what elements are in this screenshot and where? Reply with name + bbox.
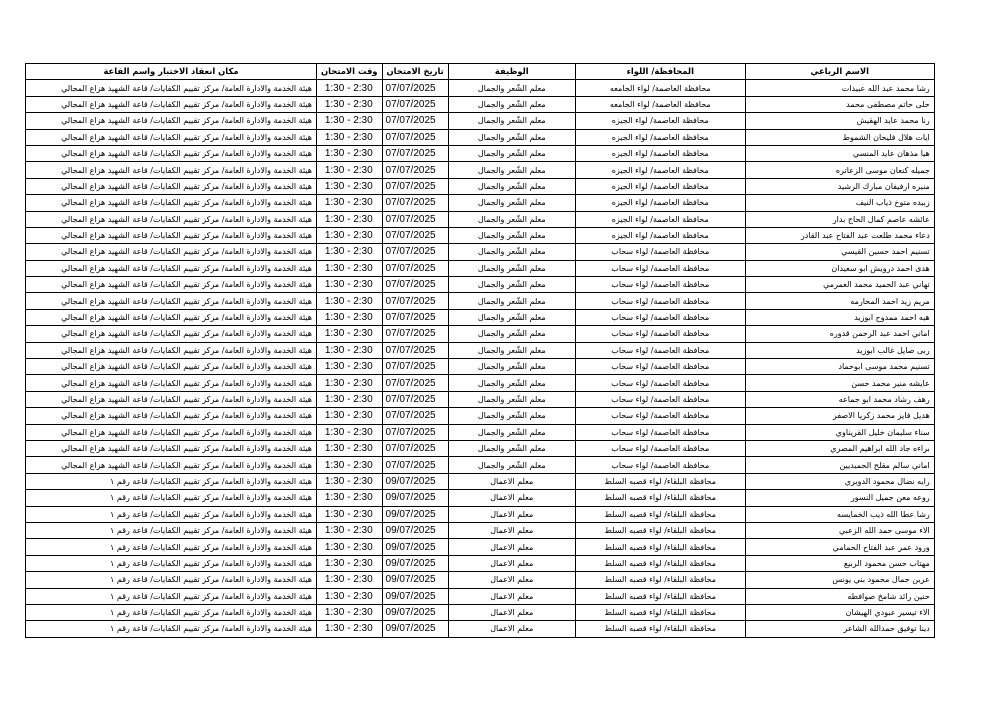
cell-date: 07/07/2025 [382, 359, 448, 375]
table-row [26, 342, 935, 358]
cell-job: معلم الشّعر والجمال [448, 244, 575, 260]
table-header-row [26, 64, 935, 80]
table-row [26, 604, 935, 620]
cell-job: معلم الشّعر والجمال [448, 309, 575, 325]
cell-gov: محافظة البلقاء/ لواء قصبه السلط [575, 588, 745, 604]
cell-gov: محافظة العاصمة/ لواء الجيزه [575, 227, 745, 243]
cell-place: هيئة الخدمة والادارة العامة/ مركز تقييم الكفايات/ قاعة الشهيد هزاع المجالي [26, 96, 317, 112]
cell-place: هيئة الخدمة والادارة العامة/ مركز تقييم الكفايات/ قاعة الشهيد هزاع المجالي [26, 113, 317, 129]
cell-name: اماني احمد عبد الرحمن قدوره [745, 326, 934, 342]
cell-place: هيئة الخدمة والادارة العامة/ مركز تقييم الكفايات/ قاعة الشهيد هزاع المجالي [26, 293, 317, 309]
table-row [26, 244, 935, 260]
table-row [26, 96, 935, 112]
cell-date: 07/07/2025 [382, 408, 448, 424]
cell-date: 07/07/2025 [382, 80, 448, 96]
cell-place: هيئة الخدمة والادارة العامة/ مركز تقييم الكفايات/ قاعة رقم ١ [26, 522, 317, 538]
cell-date: 07/07/2025 [382, 162, 448, 178]
cell-date: 07/07/2025 [382, 260, 448, 276]
cell-time: 1:30 - 2:30 [317, 260, 383, 276]
cell-time: 1:30 - 2:30 [317, 490, 383, 506]
cell-job: معلم الشّعر والجمال [448, 113, 575, 129]
cell-gov: محافظة العاصمة/ لواء سحاب [575, 375, 745, 391]
cell-date: 07/07/2025 [382, 457, 448, 473]
table-row [26, 129, 935, 145]
cell-job: معلم الشّعر والجمال [448, 162, 575, 178]
table-row [26, 227, 935, 243]
cell-time: 1:30 - 2:30 [317, 178, 383, 194]
cell-name: ربى صايل غالب ابوزيد [745, 342, 934, 358]
cell-name: عائشه عاصم كمال الحاج بدار [745, 211, 934, 227]
cell-job: معلم الشّعر والجمال [448, 211, 575, 227]
cell-job: معلم الاعمال [448, 522, 575, 538]
cell-gov: محافظة العاصمة/ لواء سحاب [575, 244, 745, 260]
cell-name: منيره ارفيفان مبارك الرشيد [745, 178, 934, 194]
cell-place: هيئة الخدمة والادارة العامة/ مركز تقييم الكفايات/ قاعة الشهيد هزاع المجالي [26, 309, 317, 325]
cell-place: هيئة الخدمة والادارة العامة/ مركز تقييم الكفايات/ قاعة الشهيد هزاع المجالي [26, 227, 317, 243]
cell-job: معلم الاعمال [448, 473, 575, 489]
table-row [26, 195, 935, 211]
cell-job: معلم الشّعر والجمال [448, 260, 575, 276]
cell-place: هيئة الخدمة والادارة العامة/ مركز تقييم الكفايات/ قاعة رقم ١ [26, 621, 317, 637]
exam-schedule-sheet [25, 63, 935, 638]
cell-date: 07/07/2025 [382, 129, 448, 145]
cell-job: معلم الشّعر والجمال [448, 359, 575, 375]
cell-date: 09/07/2025 [382, 555, 448, 571]
cell-place: هيئة الخدمة والادارة العامة/ مركز تقييم الكفايات/ قاعة الشهيد هزاع المجالي [26, 178, 317, 194]
cell-time: 1:30 - 2:30 [317, 359, 383, 375]
table-row [26, 80, 935, 96]
cell-job: معلم الشّعر والجمال [448, 391, 575, 407]
cell-date: 07/07/2025 [382, 178, 448, 194]
cell-date: 09/07/2025 [382, 539, 448, 555]
cell-date: 07/07/2025 [382, 195, 448, 211]
cell-gov: محافظة العاصمة/ لواء الجيزه [575, 129, 745, 145]
cell-time: 1:30 - 2:30 [317, 277, 383, 293]
cell-name: روعه معن جميل النسور [745, 490, 934, 506]
cell-time: 1:30 - 2:30 [317, 309, 383, 325]
cell-date: 09/07/2025 [382, 506, 448, 522]
cell-time: 1:30 - 2:30 [317, 572, 383, 588]
cell-time: 1:30 - 2:30 [317, 588, 383, 604]
cell-date: 07/07/2025 [382, 440, 448, 456]
cell-time: 1:30 - 2:30 [317, 391, 383, 407]
cell-name: رنا محمد عايد الهقيش [745, 113, 934, 129]
cell-name: اماني سالم مقلح الحميديين [745, 457, 934, 473]
cell-gov: محافظة العاصمة/ لواء سحاب [575, 359, 745, 375]
cell-job: معلم الشّعر والجمال [448, 408, 575, 424]
cell-place: هيئة الخدمة والادارة العامة/ مركز تقييم الكفايات/ قاعة الشهيد هزاع المجالي [26, 391, 317, 407]
table-row [26, 473, 935, 489]
cell-date: 07/07/2025 [382, 96, 448, 112]
cell-time: 1:30 - 2:30 [317, 375, 383, 391]
cell-name: تسنيم محمد موسى ابوحماد [745, 359, 934, 375]
cell-job: معلم الشّعر والجمال [448, 375, 575, 391]
cell-name: ايات هلال فليحان الشموط [745, 129, 934, 145]
cell-place: هيئة الخدمة والادارة العامة/ مركز تقييم الكفايات/ قاعة الشهيد هزاع المجالي [26, 326, 317, 342]
cell-gov: محافظة العاصمة/ لواء الجيزه [575, 211, 745, 227]
table-row [26, 506, 935, 522]
table-row [26, 375, 935, 391]
cell-job: معلم الاعمال [448, 572, 575, 588]
cell-name: جميله كنعان موسى الزعاتره [745, 162, 934, 178]
cell-date: 07/07/2025 [382, 342, 448, 358]
cell-date: 07/07/2025 [382, 326, 448, 342]
table-row [26, 457, 935, 473]
cell-name: عرين جمال محمود بني يونس [745, 572, 934, 588]
cell-job: معلم الاعمال [448, 506, 575, 522]
cell-time: 1:30 - 2:30 [317, 424, 383, 440]
header-time: وقت الامتحان [317, 64, 383, 80]
cell-job: معلم الشّعر والجمال [448, 457, 575, 473]
cell-name: حنين رائد شامخ صوافطه [745, 588, 934, 604]
cell-gov: محافظة العاصمة/ لواء الجيزه [575, 113, 745, 129]
cell-place: هيئة الخدمة والادارة العامة/ مركز تقييم الكفايات/ قاعة الشهيد هزاع المجالي [26, 211, 317, 227]
cell-gov: محافظة العاصمة/ لواء سحاب [575, 326, 745, 342]
cell-gov: محافظة العاصمة/ لواء سحاب [575, 260, 745, 276]
cell-time: 1:30 - 2:30 [317, 342, 383, 358]
cell-time: 1:30 - 2:30 [317, 621, 383, 637]
cell-place: هيئة الخدمة والادارة العامة/ مركز تقييم الكفايات/ قاعة رقم ١ [26, 588, 317, 604]
cell-job: معلم الشّعر والجمال [448, 129, 575, 145]
header-full-name: الاسم الرباعي [745, 64, 934, 80]
cell-job: معلم الشّعر والجمال [448, 424, 575, 440]
cell-place: هيئة الخدمة والادارة العامة/ مركز تقييم الكفايات/ قاعة الشهيد هزاع المجالي [26, 408, 317, 424]
cell-gov: محافظة العاصمة/ لواء الجيزه [575, 195, 745, 211]
cell-gov: محافظة العاصمة/ لواء الجيزه [575, 145, 745, 161]
cell-name: تهاني عبد الحميد محمد العمرمي [745, 277, 934, 293]
cell-date: 09/07/2025 [382, 473, 448, 489]
cell-gov: محافظة البلقاء/ لواء قصبه السلط [575, 473, 745, 489]
cell-time: 1:30 - 2:30 [317, 506, 383, 522]
cell-job: معلم الشّعر والجمال [448, 440, 575, 456]
cell-name: براءه جاد الله ابراهيم المصري [745, 440, 934, 456]
cell-place: هيئة الخدمة والادارة العامة/ مركز تقييم الكفايات/ قاعة رقم ١ [26, 604, 317, 620]
cell-time: 1:30 - 2:30 [317, 145, 383, 161]
cell-time: 1:30 - 2:30 [317, 244, 383, 260]
cell-gov: محافظة البلقاء/ لواء قصبه السلط [575, 522, 745, 538]
cell-time: 1:30 - 2:30 [317, 162, 383, 178]
cell-date: 07/07/2025 [382, 113, 448, 129]
exam-schedule-table [25, 63, 935, 638]
cell-time: 1:30 - 2:30 [317, 522, 383, 538]
cell-place: هيئة الخدمة والادارة العامة/ مركز تقييم الكفايات/ قاعة الشهيد هزاع المجالي [26, 342, 317, 358]
cell-job: معلم الاعمال [448, 555, 575, 571]
cell-date: 07/07/2025 [382, 145, 448, 161]
table-row [26, 178, 935, 194]
table-row [26, 424, 935, 440]
cell-name: عايشه منير محمد حسن [745, 375, 934, 391]
cell-place: هيئة الخدمة والادارة العامة/ مركز تقييم الكفايات/ قاعة الشهيد هزاع المجالي [26, 457, 317, 473]
cell-gov: محافظة العاصمة/ لواء الجيزه [575, 162, 745, 178]
cell-place: هيئة الخدمة والادارة العامة/ مركز تقييم الكفايات/ قاعة الشهيد هزاع المجالي [26, 375, 317, 391]
cell-job: معلم الاعمال [448, 539, 575, 555]
cell-job: معلم الشّعر والجمال [448, 293, 575, 309]
cell-date: 07/07/2025 [382, 391, 448, 407]
cell-gov: محافظة العاصمة/ لواء الجامعه [575, 80, 745, 96]
cell-place: هيئة الخدمة والادارة العامة/ مركز تقييم الكفايات/ قاعة رقم ١ [26, 490, 317, 506]
cell-name: حلى حاتم مصطفى محمد [745, 96, 934, 112]
cell-time: 1:30 - 2:30 [317, 326, 383, 342]
cell-gov: محافظة البلقاء/ لواء قصبه السلط [575, 621, 745, 637]
cell-gov: محافظة البلقاء/ لواء قصبه السلط [575, 506, 745, 522]
cell-job: معلم الشّعر والجمال [448, 178, 575, 194]
cell-place: هيئة الخدمة والادارة العامة/ مركز تقييم الكفايات/ قاعة رقم ١ [26, 539, 317, 555]
cell-job: معلم الشّعر والجمال [448, 80, 575, 96]
cell-date: 09/07/2025 [382, 522, 448, 538]
cell-name: هديل فايز محمد زكريا الاصفر [745, 408, 934, 424]
cell-job: معلم الشّعر والجمال [448, 326, 575, 342]
cell-gov: محافظة العاصمة/ لواء سحاب [575, 277, 745, 293]
cell-place: هيئة الخدمة والادارة العامة/ مركز تقييم الكفايات/ قاعة رقم ١ [26, 572, 317, 588]
cell-gov: محافظة العاصمة/ لواء سحاب [575, 342, 745, 358]
cell-time: 1:30 - 2:30 [317, 604, 383, 620]
cell-job: معلم الاعمال [448, 490, 575, 506]
cell-place: هيئة الخدمة والادارة العامة/ مركز تقييم الكفايات/ قاعة رقم ١ [26, 555, 317, 571]
cell-date: 07/07/2025 [382, 375, 448, 391]
cell-time: 1:30 - 2:30 [317, 211, 383, 227]
header-job: الوظيفة [448, 64, 575, 80]
table-row [26, 260, 935, 276]
cell-date: 07/07/2025 [382, 227, 448, 243]
cell-date: 09/07/2025 [382, 604, 448, 620]
cell-time: 1:30 - 2:30 [317, 293, 383, 309]
table-row [26, 293, 935, 309]
table-row [26, 326, 935, 342]
cell-time: 1:30 - 2:30 [317, 440, 383, 456]
table-row [26, 555, 935, 571]
cell-time: 1:30 - 2:30 [317, 227, 383, 243]
cell-place: هيئة الخدمة والادارة العامة/ مركز تقييم الكفايات/ قاعة الشهيد هزاع المجالي [26, 195, 317, 211]
cell-job: معلم الاعمال [448, 588, 575, 604]
cell-name: رشا محمد عبد الله عبيدات [745, 80, 934, 96]
cell-date: 09/07/2025 [382, 572, 448, 588]
cell-job: معلم الشّعر والجمال [448, 145, 575, 161]
table-row [26, 539, 935, 555]
cell-place: هيئة الخدمة والادارة العامة/ مركز تقييم الكفايات/ قاعة الشهيد هزاع المجالي [26, 80, 317, 96]
cell-gov: محافظة البلقاء/ لواء قصبه السلط [575, 572, 745, 588]
table-row [26, 113, 935, 129]
table-row [26, 277, 935, 293]
cell-time: 1:30 - 2:30 [317, 96, 383, 112]
cell-place: هيئة الخدمة والادارة العامة/ مركز تقييم الكفايات/ قاعة رقم ١ [26, 473, 317, 489]
cell-time: 1:30 - 2:30 [317, 473, 383, 489]
cell-gov: محافظة البلقاء/ لواء قصبه السلط [575, 555, 745, 571]
cell-job: معلم الشّعر والجمال [448, 277, 575, 293]
cell-name: تسنيم احمد حسين القيسي [745, 244, 934, 260]
cell-time: 1:30 - 2:30 [317, 555, 383, 571]
cell-name: زبيده متوخ ذياب النيف [745, 195, 934, 211]
table-row [26, 572, 935, 588]
cell-gov: محافظة العاصمة/ لواء سحاب [575, 457, 745, 473]
cell-time: 1:30 - 2:30 [317, 113, 383, 129]
cell-date: 07/07/2025 [382, 277, 448, 293]
cell-time: 1:30 - 2:30 [317, 457, 383, 473]
cell-gov: محافظة العاصمة/ لواء سحاب [575, 309, 745, 325]
table-row [26, 211, 935, 227]
cell-gov: محافظة العاصمة/ لواء سحاب [575, 293, 745, 309]
cell-date: 09/07/2025 [382, 621, 448, 637]
cell-date: 07/07/2025 [382, 211, 448, 227]
table-row [26, 621, 935, 637]
cell-name: رشا عطا الله ذيب الخمايسه [745, 506, 934, 522]
cell-date: 09/07/2025 [382, 490, 448, 506]
table-row [26, 522, 935, 538]
table-row [26, 145, 935, 161]
cell-name: رايه نضال محمود الدويري [745, 473, 934, 489]
cell-date: 07/07/2025 [382, 309, 448, 325]
cell-place: هيئة الخدمة والادارة العامة/ مركز تقييم الكفايات/ قاعة الشهيد هزاع المجالي [26, 424, 317, 440]
cell-time: 1:30 - 2:30 [317, 408, 383, 424]
cell-name: دعاء محمد طلعت عبد الفتاح عبد القادر [745, 227, 934, 243]
table-row [26, 588, 935, 604]
cell-job: معلم الشّعر والجمال [448, 195, 575, 211]
cell-place: هيئة الخدمة والادارة العامة/ مركز تقييم الكفايات/ قاعة الشهيد هزاع المجالي [26, 277, 317, 293]
cell-place: هيئة الخدمة والادارة العامة/ مركز تقييم الكفايات/ قاعة الشهيد هزاع المجالي [26, 440, 317, 456]
cell-place: هيئة الخدمة والادارة العامة/ مركز تقييم الكفايات/ قاعة الشهيد هزاع المجالي [26, 129, 317, 145]
cell-gov: محافظة البلقاء/ لواء قصبه السلط [575, 604, 745, 620]
header-date: تاريخ الامتحان [382, 64, 448, 80]
cell-job: معلم الشّعر والجمال [448, 227, 575, 243]
cell-date: 07/07/2025 [382, 424, 448, 440]
cell-name: ورود عمر عبد الفتاح الحمامي [745, 539, 934, 555]
cell-time: 1:30 - 2:30 [317, 129, 383, 145]
cell-time: 1:30 - 2:30 [317, 539, 383, 555]
cell-date: 07/07/2025 [382, 293, 448, 309]
cell-place: هيئة الخدمة والادارة العامة/ مركز تقييم الكفايات/ قاعة رقم ١ [26, 506, 317, 522]
cell-job: معلم الاعمال [448, 604, 575, 620]
cell-gov: محافظة العاصمة/ لواء الجيزه [575, 178, 745, 194]
table-row [26, 162, 935, 178]
table-row [26, 440, 935, 456]
cell-place: هيئة الخدمة والادارة العامة/ مركز تقييم الكفايات/ قاعة الشهيد هزاع المجالي [26, 162, 317, 178]
cell-name: الاء تيسير عبودي الهيشان [745, 604, 934, 620]
cell-name: هدى احمد درويش ابو سعيدان [745, 260, 934, 276]
cell-name: رهف رشاد محمد ابو جماعه [745, 391, 934, 407]
cell-name: هبه احمد ممدوح ابوزيد [745, 309, 934, 325]
header-place: مكان انعقاد الاختبار واسم القاعة [26, 64, 317, 80]
table-row [26, 391, 935, 407]
cell-gov: محافظة العاصمة/ لواء سحاب [575, 391, 745, 407]
cell-job: معلم الشّعر والجمال [448, 96, 575, 112]
cell-name: مهتاب حسن محمود الربيع [745, 555, 934, 571]
cell-name: دينا توفيق حمدالله الشاعر [745, 621, 934, 637]
table-row [26, 309, 935, 325]
cell-date: 07/07/2025 [382, 244, 448, 260]
cell-name: سناء سليمان خليل القريناوي [745, 424, 934, 440]
cell-place: هيئة الخدمة والادارة العامة/ مركز تقييم الكفايات/ قاعة الشهيد هزاع المجالي [26, 145, 317, 161]
cell-place: هيئة الخدمة والادارة العامة/ مركز تقييم الكفايات/ قاعة الشهيد هزاع المجالي [26, 260, 317, 276]
cell-gov: محافظة البلقاء/ لواء قصبه السلط [575, 539, 745, 555]
cell-gov: محافظة العاصمة/ لواء سحاب [575, 424, 745, 440]
cell-name: الاء موسى حمد الله الزعبي [745, 522, 934, 538]
cell-date: 09/07/2025 [382, 588, 448, 604]
cell-time: 1:30 - 2:30 [317, 195, 383, 211]
table-row [26, 490, 935, 506]
cell-gov: محافظة العاصمة/ لواء سحاب [575, 408, 745, 424]
header-governorate: المحافظة/ اللواء [575, 64, 745, 80]
cell-time: 1:30 - 2:30 [317, 80, 383, 96]
cell-name: هيا مذهان عايد المنسي [745, 145, 934, 161]
cell-name: مريم زيد احمد المحارمه [745, 293, 934, 309]
cell-place: هيئة الخدمة والادارة العامة/ مركز تقييم الكفايات/ قاعة الشهيد هزاع المجالي [26, 244, 317, 260]
cell-job: معلم الاعمال [448, 621, 575, 637]
table-row [26, 408, 935, 424]
table-row [26, 359, 935, 375]
cell-gov: محافظة العاصمة/ لواء الجامعه [575, 96, 745, 112]
cell-job: معلم الشّعر والجمال [448, 342, 575, 358]
cell-gov: محافظة العاصمة/ لواء سحاب [575, 440, 745, 456]
cell-place: هيئة الخدمة والادارة العامة/ مركز تقييم الكفايات/ قاعة الشهيد هزاع المجالي [26, 359, 317, 375]
cell-gov: محافظة البلقاء/ لواء قصبه السلط [575, 490, 745, 506]
